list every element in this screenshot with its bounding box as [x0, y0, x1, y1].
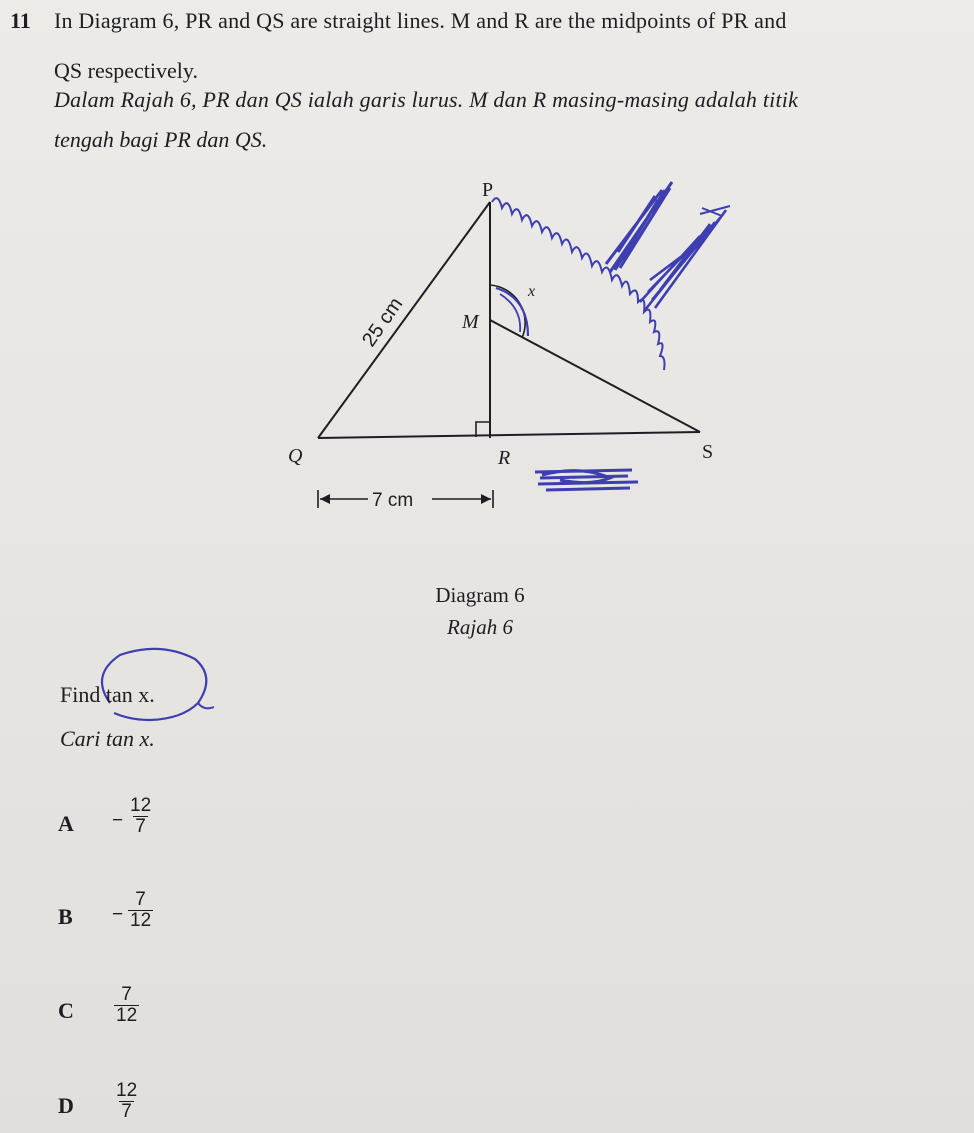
line-MS — [490, 320, 700, 432]
label-M: M — [462, 311, 479, 333]
pen-scribble-4 — [535, 470, 638, 490]
option-A-denominator: 7 — [135, 816, 146, 837]
option-B-sign: − — [112, 904, 124, 925]
pen-scribble-1 — [606, 182, 672, 272]
label-S: S — [702, 441, 714, 463]
question-text-en-2: QS respectively. — [54, 58, 198, 83]
option-A-letter: A — [58, 811, 74, 836]
triangle-diagram — [260, 160, 760, 530]
option-B-numerator: 7 — [135, 889, 146, 910]
option-D-numerator: 12 — [116, 1080, 138, 1101]
dim-arrowhead-right — [481, 494, 491, 504]
label-Q: Q — [288, 445, 303, 467]
label-x: x — [528, 283, 536, 300]
dim-arrowhead-left — [320, 494, 330, 504]
question-text-ms-2: tengah bagi PR dan QS. — [54, 127, 268, 152]
option-C-letter: C — [58, 998, 74, 1023]
option-A-sign: − — [112, 810, 124, 831]
label-R: R — [498, 447, 511, 469]
line-QS — [318, 432, 700, 438]
label-P: P — [482, 179, 494, 201]
label-side-length: 25 cm — [358, 293, 408, 351]
prompt-ms: Cari tan x. — [60, 726, 155, 751]
prompt-en: Find tan x. — [60, 682, 155, 707]
question-text-en-1: In Diagram 6, PR and QS are straight lines. M and R are the midpoints of PR and — [54, 8, 787, 33]
option-B-denominator: 12 — [130, 910, 152, 931]
option-D-denominator: 7 — [121, 1101, 132, 1122]
option-C-denominator: 12 — [116, 1005, 138, 1026]
option-D-letter: D — [58, 1093, 74, 1118]
label-base-length: 7 cm — [372, 490, 414, 511]
option-A-numerator: 12 — [130, 795, 152, 816]
diagram-caption-en: Diagram 6 — [435, 583, 525, 607]
option-C-numerator: 7 — [121, 984, 132, 1005]
pen-scribble-2 — [640, 210, 726, 310]
pen-hypotenuse — [492, 198, 665, 370]
question-text-ms-1: Dalam Rajah 6, PR dan QS ialah garis lurus. M dan R masing-masing adalah titik — [54, 87, 799, 112]
question-number: 11 — [10, 8, 31, 33]
diagram-caption-ms: Rajah 6 — [447, 615, 513, 639]
option-B-letter: B — [58, 904, 73, 929]
